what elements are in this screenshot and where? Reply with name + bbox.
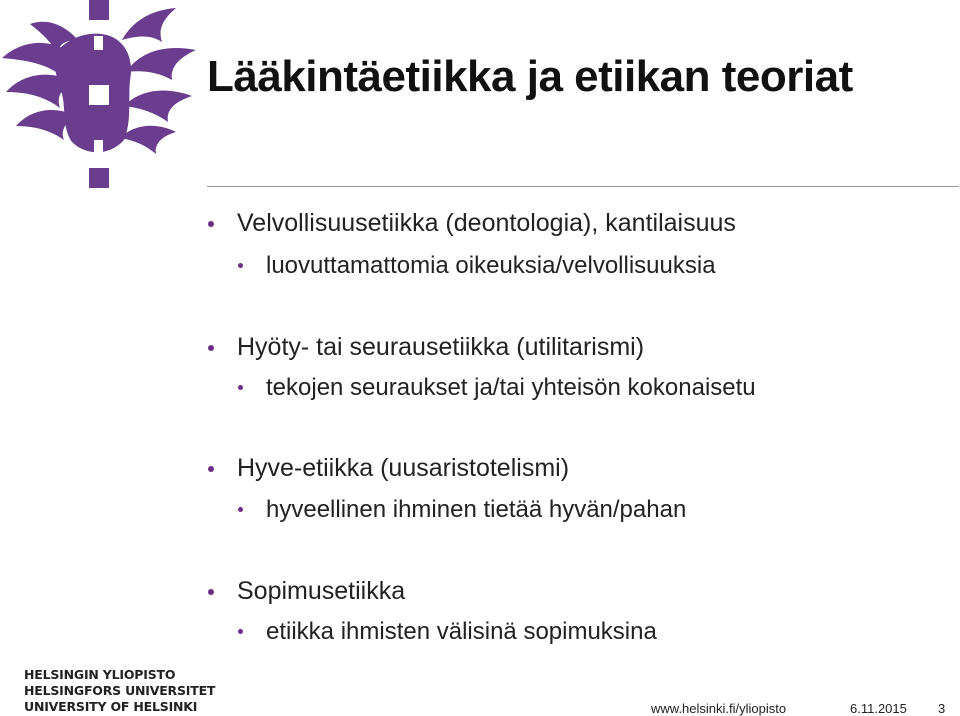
bullet-item: [237, 454, 569, 483]
footer-date: 6.11.2015: [850, 701, 907, 716]
sub-bullet-item: [266, 252, 716, 280]
slide-title: Lääkintäetiikka ja etiikan teoriat: [207, 52, 853, 101]
bullet-dot-icon: [238, 263, 243, 268]
bullet-text: Velvollisuusetiikka (deontologia), kantilaisuus: [237, 209, 736, 237]
bullet-dot-icon: [208, 589, 214, 595]
sub-bullet-text: luovuttamattomia oikeuksia/velvollisuuksia: [266, 252, 716, 279]
bullet-dot-icon: [238, 385, 243, 390]
bullet-text: Hyöty- tai seurausetiikka (utilitarismi): [237, 333, 645, 361]
bullet-text: Sopimusetiikka: [237, 577, 406, 605]
sub-bullet-item: [266, 618, 657, 646]
bullet-dot-icon: [238, 629, 243, 634]
sub-bullet-text: tekojen seuraukset ja/tai yhteisön kokonaisetu: [266, 374, 756, 401]
sub-bullet-text: etiikka ihmisten välisinä sopimuksina: [266, 618, 657, 645]
bullet-dot-icon: [208, 466, 214, 472]
bullet-item: [237, 333, 644, 362]
sub-bullet-item: [266, 374, 756, 402]
bullet-dot-icon: [208, 345, 214, 351]
bullet-item: [237, 577, 405, 606]
page-number: 3: [938, 701, 946, 716]
bullet-dot-icon: [208, 221, 214, 227]
bullet-item: [237, 209, 736, 238]
bullet-text: Hyve-etiikka (uusaristotelismi): [237, 454, 570, 482]
university-wordmark: [24, 667, 215, 715]
footer-url: www.helsinki.fi/yliopisto: [651, 701, 787, 716]
university-name-fi: HELSINGIN YLIOPISTO: [24, 667, 176, 682]
university-name-en: UNIVERSITY OF HELSINKI: [24, 699, 198, 714]
sub-bullet-item: [266, 496, 686, 524]
bullet-dot-icon: [238, 507, 243, 512]
sub-bullet-text: hyveellinen ihminen tietää hyvän/pahan: [266, 496, 687, 523]
university-name-sv: HELSINGFORS UNIVERSITET: [24, 683, 216, 698]
